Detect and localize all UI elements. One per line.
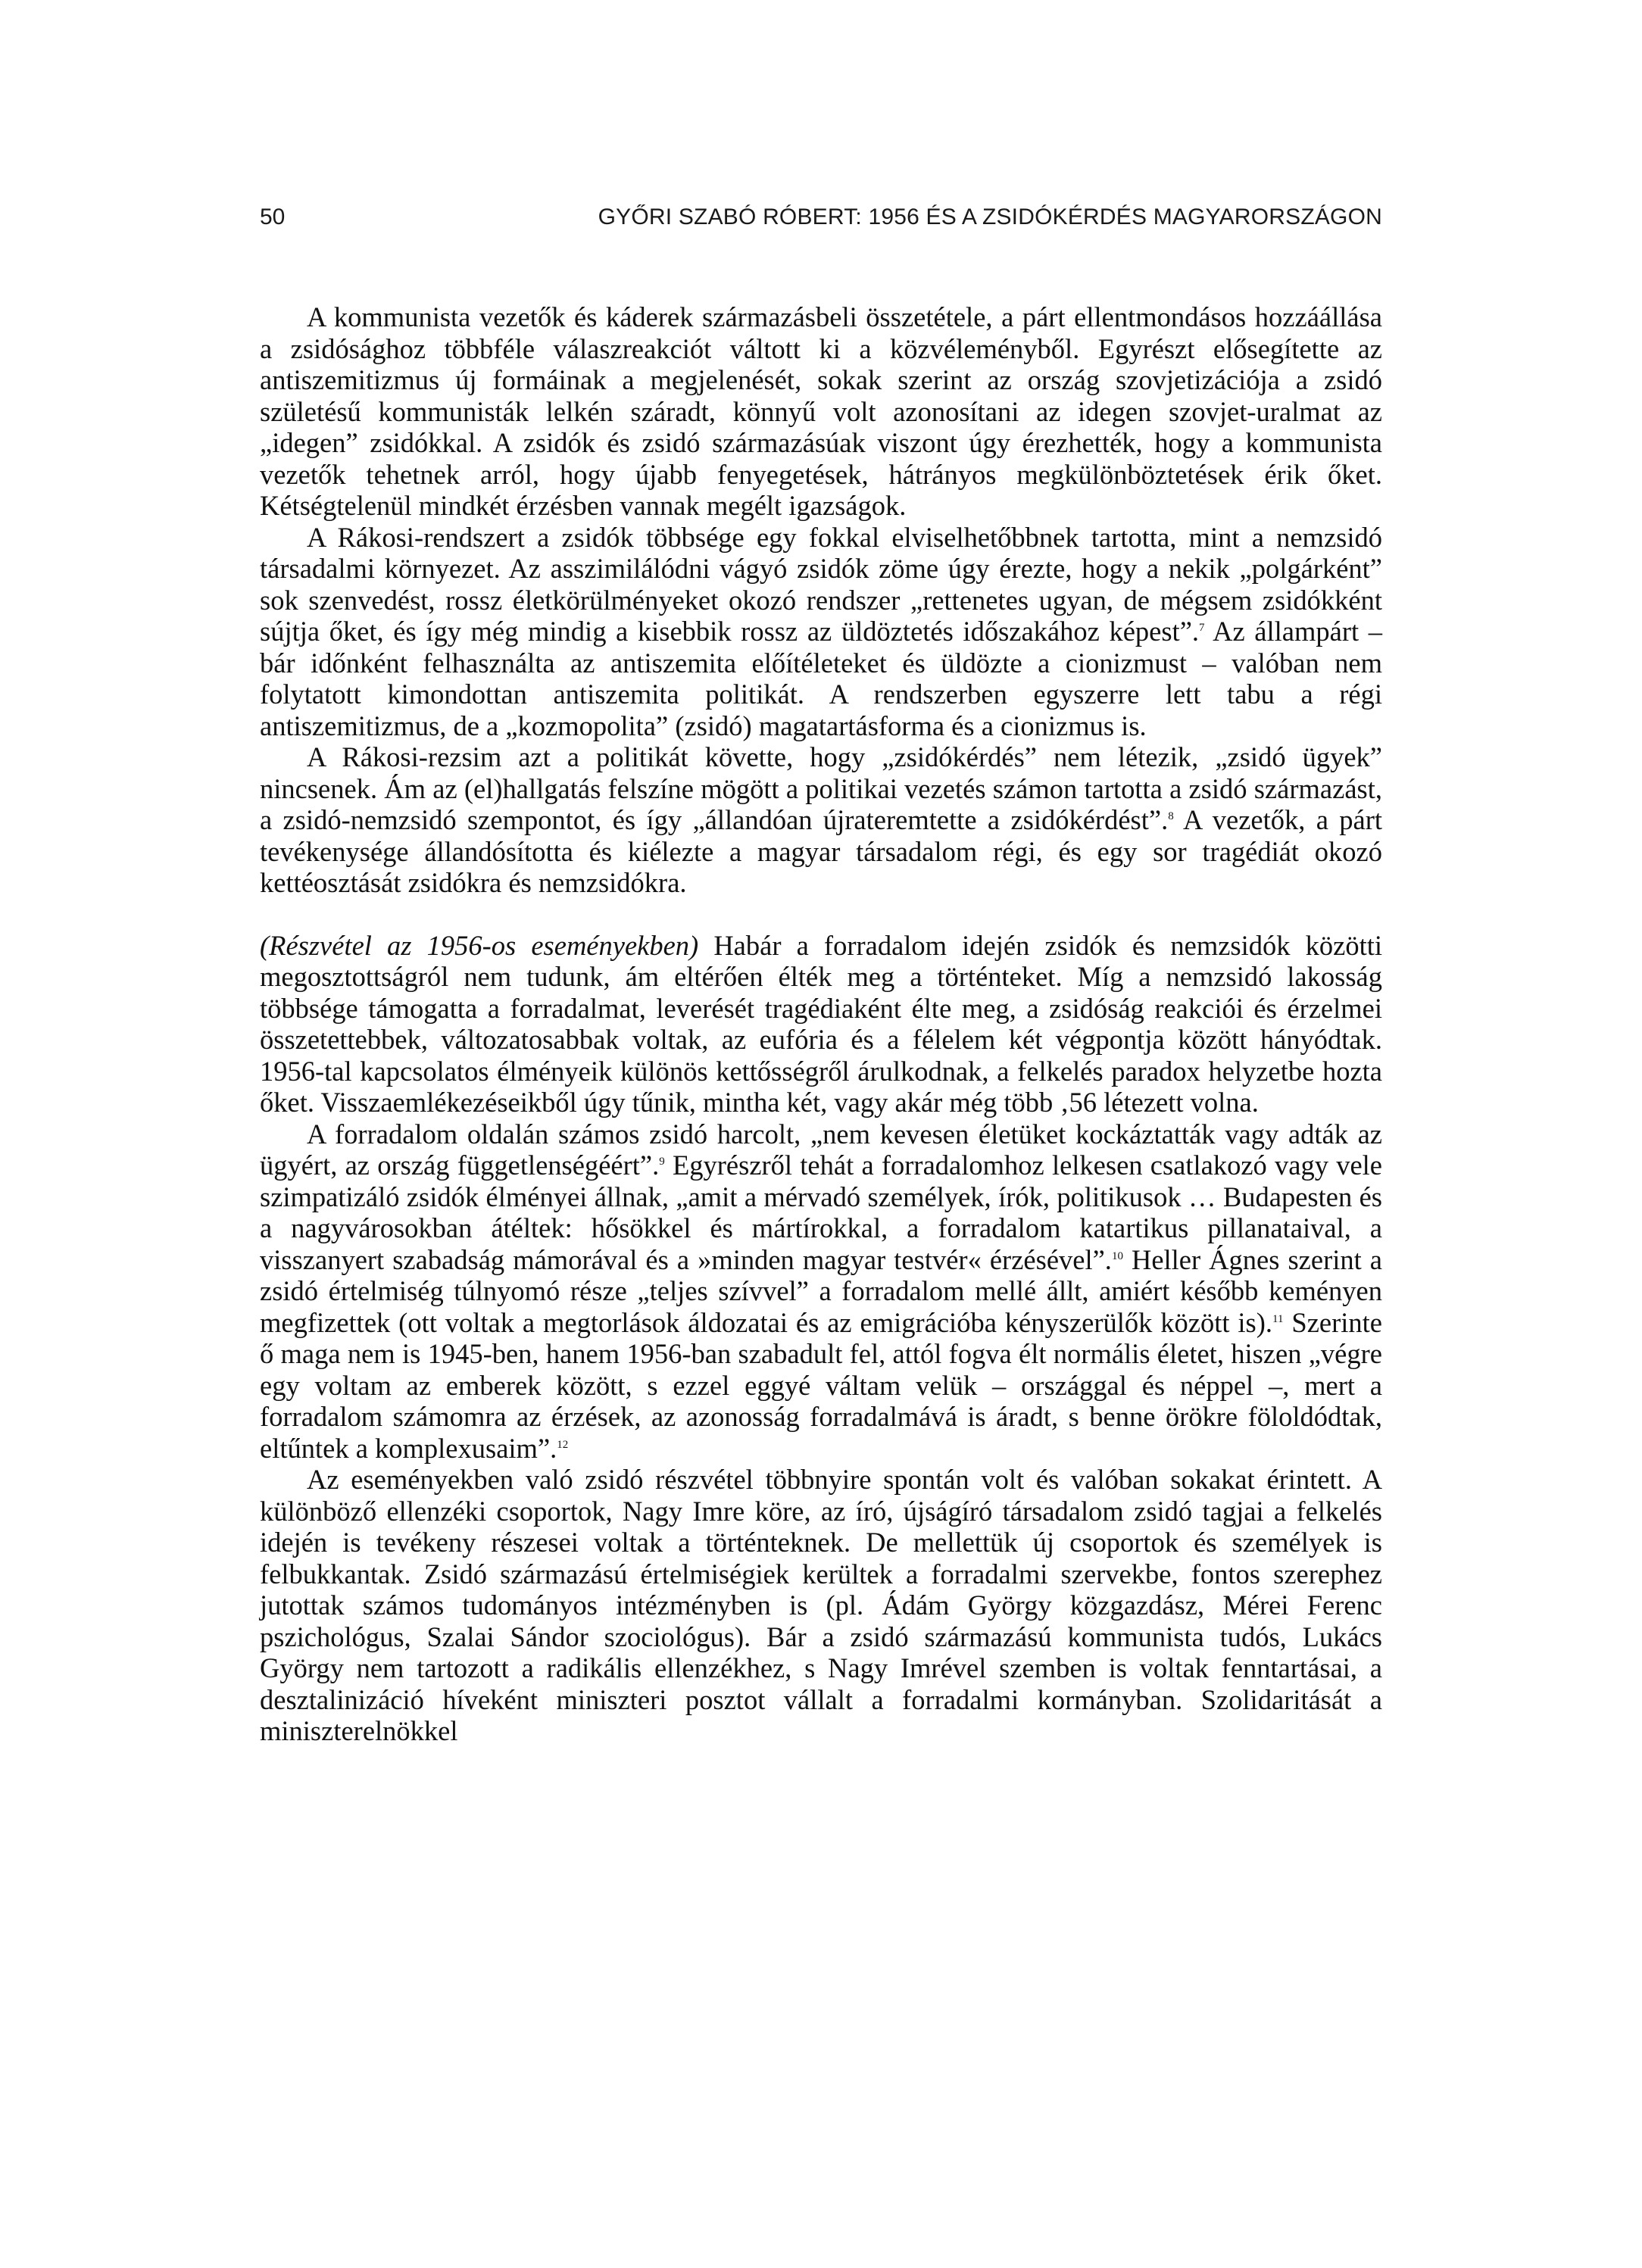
paragraph — [260, 301, 1382, 522]
page-number: 50 — [260, 204, 286, 229]
paragraph-text: Az eseményekben való zsidó részvétel többnyire spontán volt és valóban sokakat érintett. A különböző ellenzéki csoportok, Nagy Imre köre, az író, újságíró társadalom zsidó tagjai a felkelés idején is tevékeny részesei voltak a történteknek. De mellettük új csoportok és személyek is felbukkantak. Zsidó származású értelmiségiek kerültek a forradalmi szervekbe, fontos szerephez jutottak számos tudományos intézményben is (pl. Ádám György közgazdász, Mérei Ferenc pszichológus, Szalai Sándor szociológus). Bár a zsidó származású kommunista tudós, Lukács György nem tartozott a radikális ellenzékhez, s Nagy Imrével szemben is voltak fenntartásai, a desztalinizáció híveként miniszteri posztot vállalt a forradalmi kormányban. Szolidaritását a miniszterelnökkel — [260, 1464, 1382, 1746]
running-title: GYŐRI SZABÓ RÓBERT: 1956 ÉS A ZSIDÓKÉRDÉS MAGYARORSZÁGON — [598, 204, 1382, 229]
paragraph-text: Habár a forradalom idején zsidók és nemzsidók közötti megosztottságról nem tudunk, ám eltérően élték meg a történteket. Míg a nemzsidó lakosság többsége támogatta a forradalmat, leverését tragédiaként élte meg, a zsidóság reakciói és érzelmei összetettebbek, változatosabbak voltak, az eufória és a félelem két végpontja között hányódtak. 1956-tal kapcsolatos élményeik különös kettősségről árulkodnak, a felkelés paradox helyzetbe hozta őket. Visszaemlékezéseikből úgy tűnik, mintha két, vagy akár még több ‚56 létezett volna. — [260, 929, 1382, 1118]
body-text — [260, 301, 1382, 1747]
footnote-ref[interactable]: 10 — [1111, 1249, 1123, 1262]
paragraph-text: A kommunista vezetők és káderek származásbeli összetétele, a párt ellentmondásos hozzáállása a zsidósághoz többféle válaszreakciót váltott ki a közvéleményből. Egyrészt elősegítette az antiszemitizmus új formáinak a megjelenését, sokak szerint az ország szovjetizációja a zsidó születésű kommunisták lelkén száradt, könnyű volt azonosítani az idegen szovjet-uralmat az „idegen” zsidókkal. A zsidók és zsidó származásúak viszont úgy érezhették, hogy a kommunista vezetők tehetnek arról, hogy újabb fenyegetések, hátrányos megkülönböztetések érik őket. Kétségtelenül mindkét érzésben vannak megélt igazságok. — [260, 301, 1382, 521]
paragraph-text: A Rákosi-rezsim azt a politikát követte, hogy „zsidókérdés” nem létezik, „zsidó ügyek” nincsenek. Ám az (el)hallgatás felszíne mögött a politikai vezetés számon tartotta a zsidó származást, a zsidó-nemzsidó szempontot, és így „állandóan újrateremtette a zsidókérdést”. — [260, 741, 1382, 835]
paragraph-text: Az állampárt – bár időnként felhasználta az antiszemita előítéleteket és üldözte a cionizmust – valóban nem folytatott kimondottan antiszemita politikát. A rendszerben egyszerre lett tabu a régi antiszemitizmus, de a „kozmopolita” (zsidó) magatartásforma és a cionizmus is. — [260, 616, 1382, 741]
paragraph-text: Szerinte ő maga nem is 1945-ben, hanem 1956-ban szabadult fel, attól fogva élt normális életet, hiszen „végre egy voltam az emberek között, s ezzel eggyé váltam velük – országgal és néppel –, mert a forradalom számomra az érzések, az azonosság forradalmává is áradt, s benne örökre föloldódtak, eltűntek a komplexusaim”. — [260, 1306, 1382, 1464]
paragraph — [260, 930, 1382, 1118]
footnote-ref[interactable]: 11 — [1272, 1312, 1284, 1325]
footnote-ref[interactable]: 8 — [1168, 810, 1174, 822]
paragraph — [260, 522, 1382, 742]
footnote-ref[interactable]: 9 — [659, 1156, 665, 1168]
section-heading: (Részvétel az 1956-os eseményekben) — [260, 929, 699, 961]
paragraph-text: Egyrészről tehát a forradalomhoz lelkesen csatlakozó vagy vele szimpatizáló zsidók élményei állnak, „amit a mérvadó személyek, írók, politikusok … Budapesten és a nagyvárosokban átéltek: hősökkel és mártírokkal, a forradalom katartikus pillanataival, a visszanyert szabadság mámorával és a »minden magyar testvér« érzésével”. — [260, 1150, 1383, 1275]
paragraph-text: A Rákosi-rendszert a zsidók többsége egy fokkal elviselhetőbbnek tartotta, mint a nemzsidó társadalmi környezet. Az asszimilálódni vágyó zsidók zöme úgy érezte, hogy a nekik „polgárként” sok szenvedést, rossz életkörülményeket okozó rendszer „rettenetes ugyan, de mégsem zsidókként sújtja őket, és így még mindig a kisebbik rossz az üldöztetés időszakához képest”. — [260, 521, 1382, 647]
running-header — [260, 204, 1382, 235]
paragraph-text: Heller Ágnes szerint a zsidó értelmiség túlnyomó része „teljes szívvel” a forradalom mellé állt, amiért később keményen megfizettek (ott voltak a megtorlások áldozatai és az emigrációba kényszerülők között is). — [260, 1243, 1382, 1338]
paragraph-text: A vezetők, a párt tevékenysége állandósította és kiélezte a magyar társadalom régi, és egy sor tragédiát okozó kettéosztását zsidókra és nemzsidókra. — [260, 804, 1382, 898]
paragraph — [260, 741, 1382, 899]
paragraph — [260, 1118, 1382, 1465]
footnote-ref[interactable]: 12 — [557, 1438, 569, 1451]
footnote-ref[interactable]: 7 — [1199, 622, 1205, 634]
paragraph — [260, 1464, 1382, 1747]
paragraph-text: A forradalom oldalán számos zsidó harcolt, „nem kevesen életüket kockáztatták vagy adták az ügyért, az ország függetlenségéért”. — [260, 1118, 1382, 1181]
